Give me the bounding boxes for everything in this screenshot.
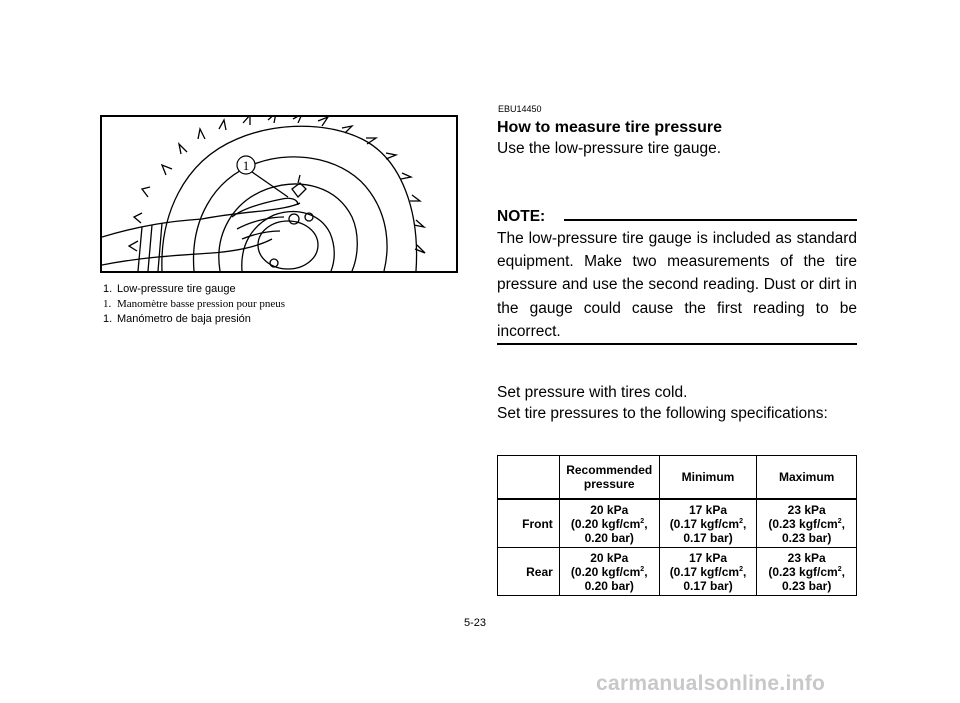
caption-french: 1. Manomètre basse pression pour pneus [103, 298, 286, 310]
header-maximum: Maximum [757, 456, 857, 500]
cell-minimum: 17 kPa (0.17 kgf/$cm^2$, 0.17 bar) [659, 499, 757, 548]
figure-captions [103, 282, 285, 327]
section-code: EBU14450 [498, 104, 542, 114]
section-heading: How to measure tire pressure [497, 119, 722, 136]
table-header-row [498, 456, 857, 500]
tire-pressure-table [497, 455, 857, 596]
cell-recommended: 20 kPa (0.20 kgf/$cm^2$, 0.20 bar) [559, 548, 659, 596]
row-label: Rear [498, 548, 560, 596]
caption-english: 1. Low-pressure tire gauge [103, 283, 236, 295]
header-minimum: Minimum [659, 456, 757, 500]
caption-spanish: 1. Manómetro de baja presión [103, 313, 251, 325]
watermark: carmanualsonline.info [596, 672, 826, 695]
paragraph-cold: Set pressure with tires cold. [497, 384, 688, 401]
row-label: Front [498, 499, 560, 548]
header-recommended: Recommended pressure [559, 456, 659, 500]
note-top-rule [564, 219, 857, 221]
cell-maximum: 23 kPa (0.23 kgf/$cm^2$, 0.23 bar) [757, 499, 857, 548]
paragraph-specs: Set tire pressures to the following specifications: [497, 405, 828, 422]
table-row-front [498, 499, 857, 548]
callout-number: 1 [242, 158, 250, 173]
header-empty [498, 456, 560, 500]
note-label: NOTE: [497, 208, 546, 225]
note-text: The low-pressure tire gauge is included as standard equipment. Make two measurements of the tire pressure and use the second reading. Dust or dirt in the gauge could cause the first reading to be incorrect. [497, 230, 857, 340]
tire-gauge-drawing [102, 117, 456, 271]
table-row-rear [498, 548, 857, 596]
tire-gauge-illustration [100, 115, 458, 273]
cell-recommended: 20 kPa (0.20 kgf/$cm^2$, 0.20 bar) [559, 499, 659, 548]
intro-text: Use the low-pressure tire gauge. [497, 140, 722, 157]
note-bottom-rule [497, 343, 857, 345]
cell-minimum: 17 kPa (0.17 kgf/$cm^2$, 0.17 bar) [659, 548, 757, 596]
cell-maximum: 23 kPa (0.23 kgf/$cm^2$, 0.23 bar) [757, 548, 857, 596]
page-number: 5-23 [464, 617, 487, 629]
